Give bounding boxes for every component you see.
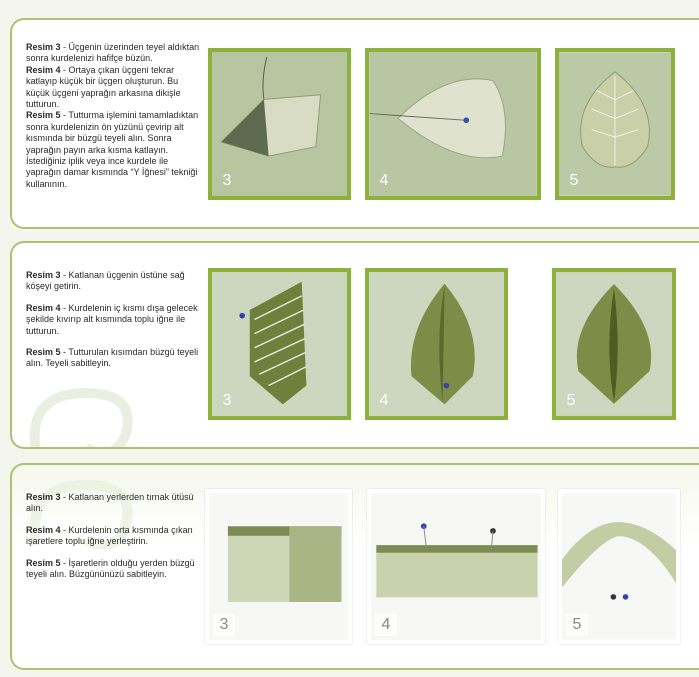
section-2-text — [26, 270, 204, 380]
step-number: 5 — [569, 172, 579, 189]
photo-step-3 — [205, 489, 352, 644]
photo-step-4 — [365, 268, 508, 420]
step-number: 4 — [379, 392, 389, 409]
step-number: 4 — [379, 172, 389, 189]
paragraph: Resim 4 - Kurdelenin iç kısmı dışa gelecek şekilde kıvırıp alt kısmında toplu iğne ile tutturun. — [26, 302, 198, 336]
paragraph: Resim 5 - Tutturulan kısımdan büzgü teyeli alın. Teyeli sabitleyin. — [26, 347, 199, 369]
paragraph: Resim 4 - Kurdelenin orta kısmında çıkan işaretlere toplu iğne yerleştirin. — [26, 524, 193, 547]
photo-step-3 — [208, 48, 351, 200]
step-number: 4 — [375, 614, 397, 636]
photo-step-4 — [365, 48, 541, 200]
paragraph: Resim 4 - Ortaya çıkan üçgeni tekrar katlayıp küçük bir üçgen oluşturun. Bu küçük üçgeni yaprağın arkasına dikişle tutturun. — [26, 64, 181, 110]
step-number: 5 — [566, 392, 576, 409]
photo-step-5 — [555, 48, 675, 200]
paragraph: Resim 3 - Katlanan üçgenin üstüne sağ köşeyi getirin. — [26, 270, 185, 292]
paragraph: Resim 5 - Tutturma işlemini tamamladıktan sonra kurdelenizin ön yüzünü çevirip alt kısmında bir büzgü teyeli alın. Sonra yaprağın payın arka kısma katlayın. İstediğiniz iplik veya ince kurdele ile yaprağın damar kısmında “Y İğnesi” tekniği kullanının. — [26, 110, 199, 189]
section-1 — [10, 18, 699, 229]
step-number: 3 — [213, 614, 235, 636]
section-3-text — [26, 492, 204, 590]
section-3 — [10, 463, 699, 670]
section-2 — [10, 241, 699, 449]
step-number: 3 — [222, 172, 232, 189]
photo-step-5 — [558, 489, 680, 644]
photo-step-3 — [208, 268, 351, 420]
paragraph: Resim 3 - Üçgenin üzerinden teyel aldıktan sonra kurdelenizi hafifçe büzün. — [26, 42, 200, 64]
step-number: 5 — [566, 614, 588, 636]
section-1-text — [26, 42, 204, 190]
photo-step-5 — [552, 268, 676, 420]
photo-step-4 — [367, 489, 545, 644]
paragraph: Resim 3 - Katlanan yerlerden tırnak ütüsü alın. — [26, 492, 194, 514]
paragraph: Resim 5 - İşaretlerin olduğu yerden büzgü teyeli alın. Büzgününüzü sabitleyin. — [26, 557, 195, 580]
step-number: 3 — [222, 392, 232, 409]
